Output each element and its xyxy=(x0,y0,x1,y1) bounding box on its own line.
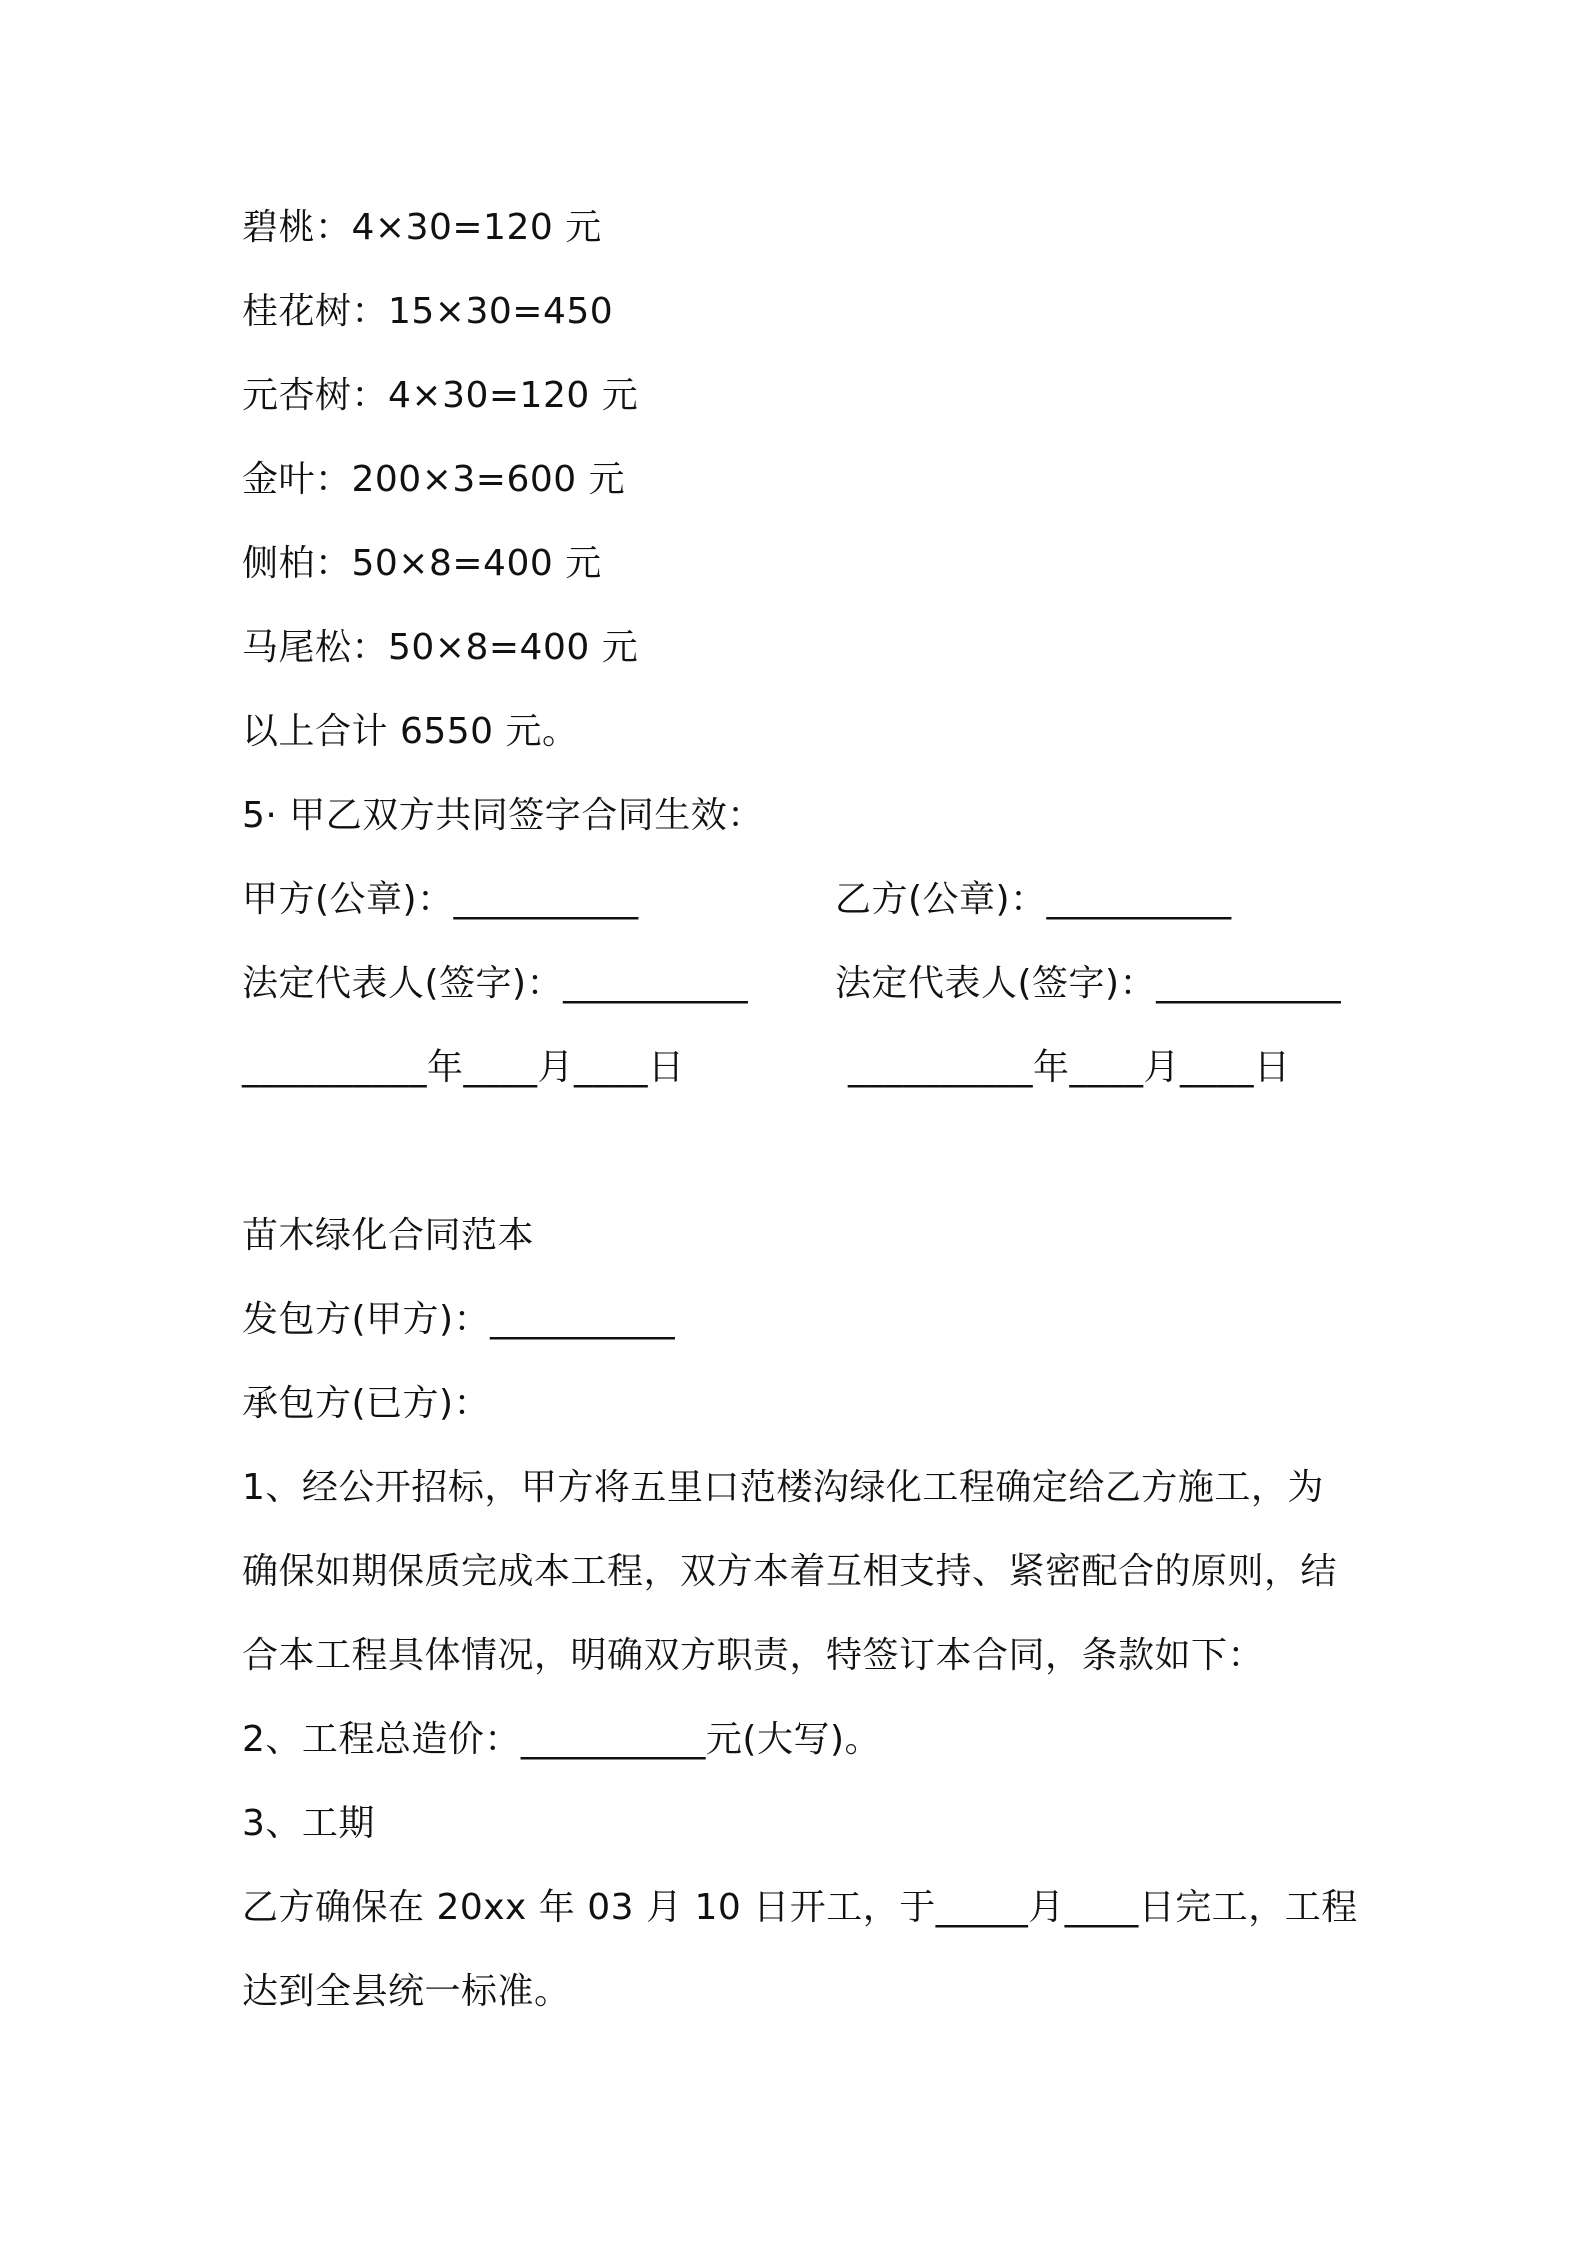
article-3-heading: 3、工期 xyxy=(242,1803,375,1844)
price-item-arborvitae: 侧柏：50×8=400 元 xyxy=(242,543,602,584)
price-item-bitao: 碧桃：4×30=120 元 xyxy=(242,207,602,248)
party-a-date: __________年____月____日 xyxy=(242,1047,685,1088)
contract-title: 苗木绿化合同范本 xyxy=(242,1215,535,1256)
party-b-date: __________年____月____日 xyxy=(848,1047,1291,1088)
price-item-osmanthus: 桂花树：15×30=450 xyxy=(242,291,614,332)
party-a-representative: 法定代表人(签字)：__________ xyxy=(242,963,749,1004)
clause-5: 5· 甲乙双方共同签字合同生效： xyxy=(242,795,764,836)
party-b-seal: 乙方(公章)：__________ xyxy=(835,879,1232,920)
employer-party: 发包方(甲方)：__________ xyxy=(242,1299,676,1340)
article-3-line-1: 乙方确保在 20xx 年 03 月 10 日开工，于_____月____日完工，工程 xyxy=(242,1887,1358,1928)
article-2: 2、工程总造价：__________元(大写)。 xyxy=(242,1719,881,1760)
contractor-party: 承包方(已方)： xyxy=(242,1383,491,1424)
article-3-line-2: 达到全县统一标准。 xyxy=(242,1971,571,2012)
article-1-line-3: 合本工程具体情况，明确双方职责，特签订本合同，条款如下： xyxy=(242,1635,1265,1676)
price-item-golden-leaf: 金叶：200×3=600 元 xyxy=(242,459,626,500)
article-1-line-2: 确保如期保质完成本工程，双方本着互相支持、紧密配合的原则，结 xyxy=(242,1551,1338,1592)
party-b-representative: 法定代表人(签字)：__________ xyxy=(835,963,1342,1004)
price-item-masson-pine: 马尾松：50×8=400 元 xyxy=(242,627,639,668)
price-item-apricot: 元杏树：4×30=120 元 xyxy=(242,375,639,416)
total-amount: 以上合计 6550 元。 xyxy=(242,711,579,752)
article-1-line-1: 1、经公开招标，甲方将五里口范楼沟绿化工程确定给乙方施工，为 xyxy=(242,1467,1324,1508)
party-a-seal: 甲方(公章)：__________ xyxy=(242,879,639,920)
